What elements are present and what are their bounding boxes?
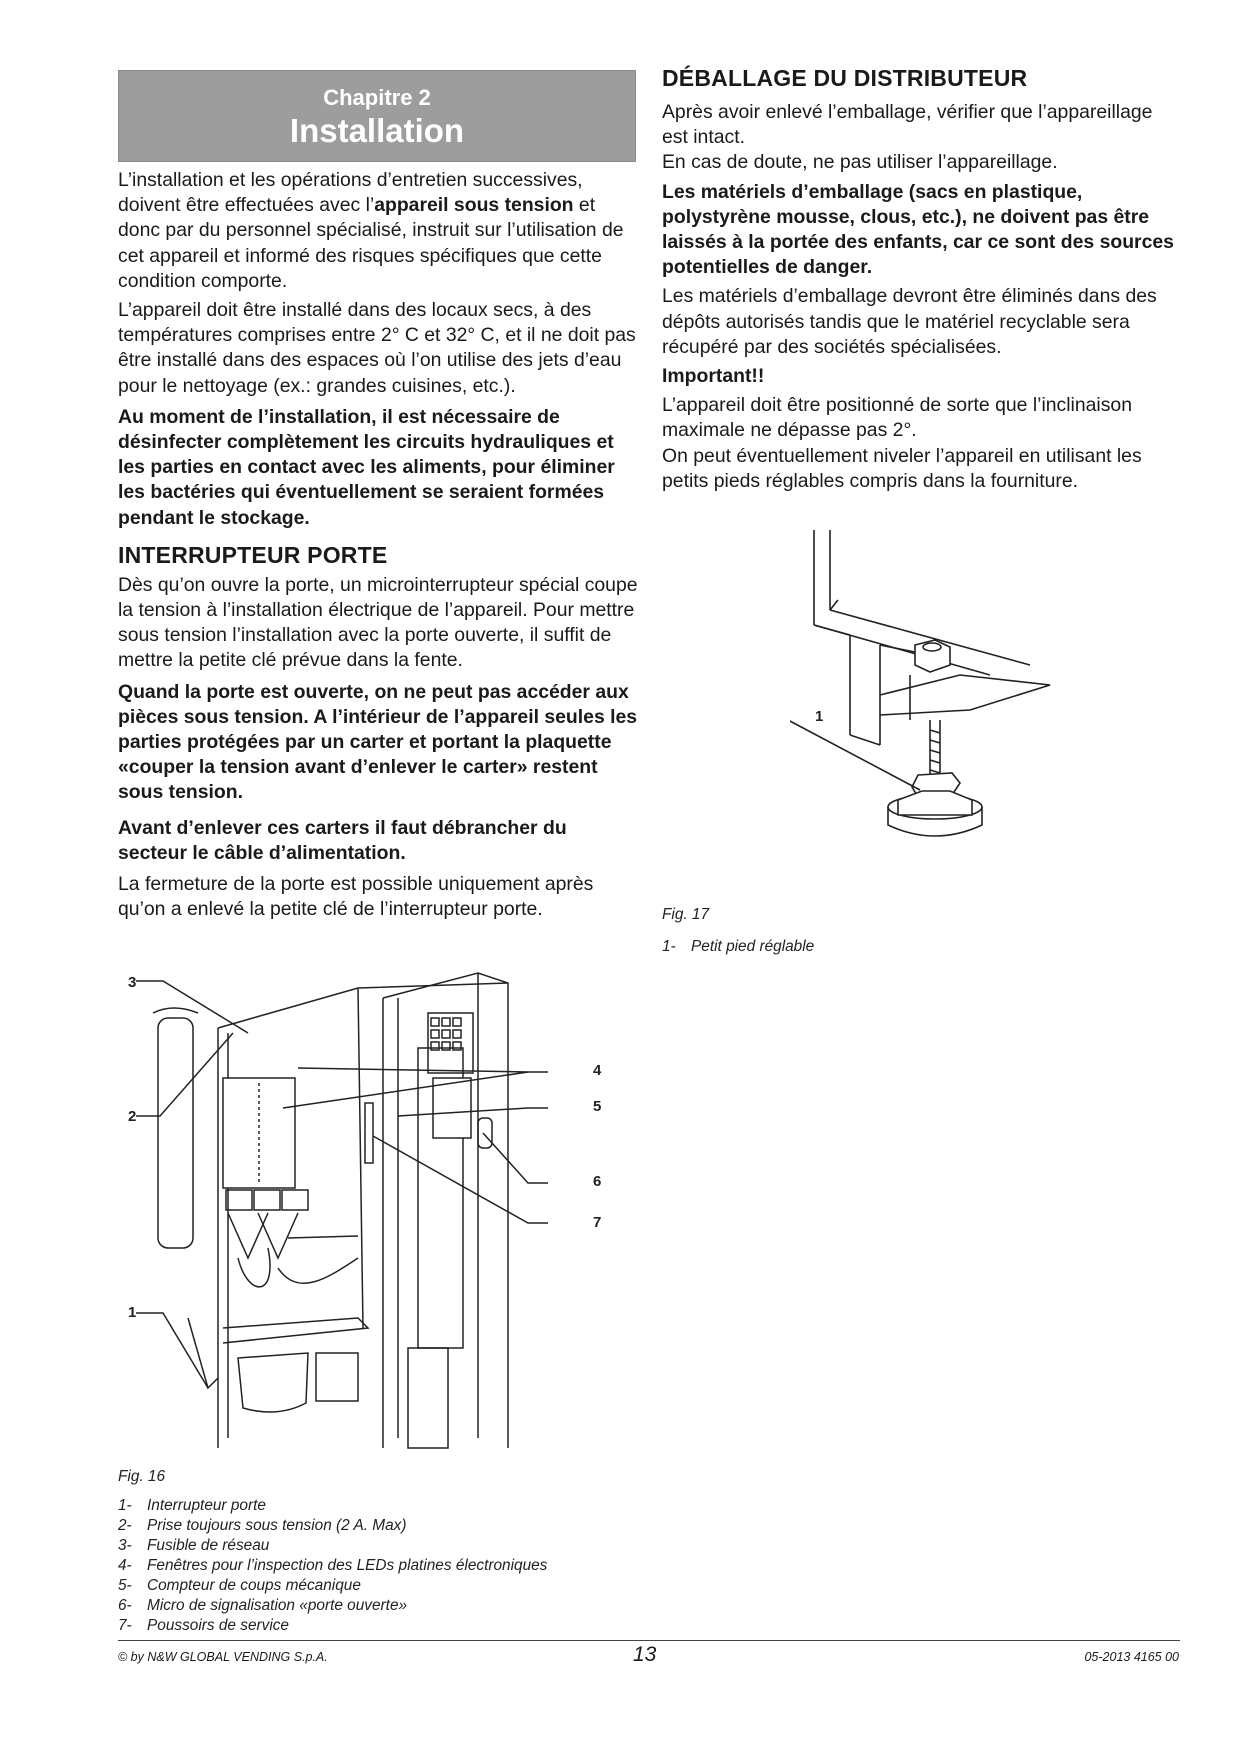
page-number: 13 (633, 1643, 657, 1666)
legend-text: Prise toujours sous tension (2 A. Max) (147, 1517, 407, 1534)
unpacking-paragraph-3: Les matériels d’emballage devront être éliminés dans des dépôts autorisés tandis que le matériel recyclable sera récupéré par des sociétés spécialisées. (662, 285, 1157, 358)
fig16-label: Fig. 16 (118, 1468, 166, 1485)
leveling-paragraph-1: L’appareil doit être positionné de sorte que l’inclinaison maximale ne dépasse pas 2°. (662, 394, 1132, 442)
unpacking-paragraph-2: En cas de doute, ne pas utiliser l’appareillage. (662, 151, 1058, 174)
fig17-legend-num: 1- (662, 938, 676, 955)
fig16-legend-item (118, 1576, 547, 1596)
legend-num: 5- (118, 1577, 132, 1594)
legend-num: 3- (118, 1537, 132, 1554)
right-column (662, 64, 1182, 498)
fig17-legend-text: Petit pied réglable (691, 938, 815, 955)
fig16-callout-6: 6 (593, 1173, 602, 1190)
fig17-label: Fig. 17 (662, 906, 710, 923)
chapter-header (118, 70, 636, 162)
legend-text: Interrupteur porte (147, 1497, 266, 1514)
fig17-callout-1: 1 (815, 708, 824, 725)
legend-text: Micro de signalisation «porte ouverte» (147, 1597, 408, 1614)
chapter-title: Installation (289, 112, 465, 149)
legend-text: Poussoirs de service (147, 1617, 289, 1634)
disinfect-warning: Au moment de l’installation, il est nécessaire de désinfecter complètement les circuits hydrauliques et les parties en contact avec les aliments, pour éliminer les bactéries qui éventuellement se seraient formées pendant le stockage. (118, 405, 615, 529)
intro-text-a: L’installation et les opérations d’entretien successives, doivent être effectuées avec l’ (118, 169, 583, 217)
door-switch-warning-1: Quand la porte est ouverte, on ne peut pas accéder aux pièces sous tension. A l’intérieur de l’appareil seules les parties protégées par un carter et portant la plaquette «couper la tension avant d’enlever le carter» restent sous tension. (118, 680, 638, 804)
section-heading-unpacking: DÉBALLAGE DU DISTRIBUTEUR (662, 65, 1028, 91)
legend-num: 1- (118, 1497, 132, 1514)
door-switch-paragraph-1: Dès qu’on ouvre la porte, un microinterrupteur spécial coupe la tension à l’installation électrique de l’appareil. Pour mettre sous tension l’installation avec la porte ouverte, il suffit de mettre la petite clé prévue dans la fente. (118, 573, 638, 672)
legend-num: 2- (118, 1517, 132, 1534)
important-label: Important!! (662, 365, 765, 388)
unpacking-paragraph-1: Après avoir enlevé l’emballage, vérifier que l’appareillage est intact. (662, 101, 1153, 149)
legend-text: Fusible de réseau (147, 1537, 270, 1554)
fig16-legend-item (118, 1516, 547, 1536)
footer-doc-code: 05-2013 4165 00 (1084, 1650, 1179, 1664)
packaging-warning: Les matériels d’emballage (sacs en plastique, polystyrène mousse, clous, etc.), ne doivent pas être laissés à la portée des enfants, car ce sont des sources potentielles de danger. (662, 180, 1174, 279)
fig16-callout-1: 1 (128, 1304, 137, 1321)
intro-text-b: et donc par du personnel spécialisé, instruit sur l’utilisation de cet appareil et informé des risques spécifiques que cette condition comporte. (118, 194, 624, 292)
door-switch-paragraph-2: La fermeture de la porte est possible uniquement après qu’on a enlevé la petite clé de l’interrupteur porte. (118, 873, 594, 921)
fig16-legend-item (118, 1616, 547, 1636)
fig16-callout-5: 5 (593, 1098, 602, 1115)
door-switch-warning-2: Avant d’enlever ces carters il faut débrancher du secteur le câble d’alimentation. (118, 816, 567, 864)
fig17-adjustable-foot-drawing (790, 525, 1180, 890)
left-column (118, 168, 640, 926)
intro-paragraph-2: L’appareil doit être installé dans des locaux secs, à des températures comprises entre 2° C et 32° C, et il ne doit pas être installé dans des espaces où l’on utilise des jets d’eau pour le nettoyage (ex.: grandes cuisines, etc.). (118, 299, 636, 397)
fig16-callout-4: 4 (593, 1062, 602, 1079)
fig16-machine-interior-drawing (128, 968, 608, 1453)
fig16-callout-3: 3 (128, 974, 137, 991)
fig16-legend-item (118, 1596, 547, 1616)
fig16-callout-2: 2 (128, 1108, 137, 1125)
fig16-callout-7: 7 (593, 1214, 602, 1231)
section-heading-door-switch: INTERRUPTEUR PORTE (118, 541, 388, 568)
legend-num: 7- (118, 1617, 132, 1634)
legend-text: Fenêtres pour l’inspection des LEDs platines électroniques (147, 1557, 548, 1574)
chapter-number: Chapitre 2 (323, 85, 431, 110)
fig16-legend-item (118, 1496, 547, 1516)
footer-copyright: © by N&W GLOBAL VENDING S.p.A. (118, 1650, 328, 1664)
legend-num: 6- (118, 1597, 132, 1614)
footer-divider (118, 1640, 1180, 1641)
fig16-legend (118, 1496, 547, 1636)
legend-text: Compteur de coups mécanique (147, 1577, 361, 1594)
legend-num: 4- (118, 1557, 132, 1574)
intro-text-bold: appareil sous tension (374, 194, 574, 217)
fig17-legend-item (662, 938, 814, 956)
intro-paragraph-1 (118, 168, 640, 294)
leveling-paragraph-2: On peut éventuellement niveler l’appareil en utilisant les petits pieds réglables compris dans la fourniture. (662, 444, 1142, 492)
fig16-legend-item (118, 1536, 547, 1556)
fig16-legend-item (118, 1556, 547, 1576)
